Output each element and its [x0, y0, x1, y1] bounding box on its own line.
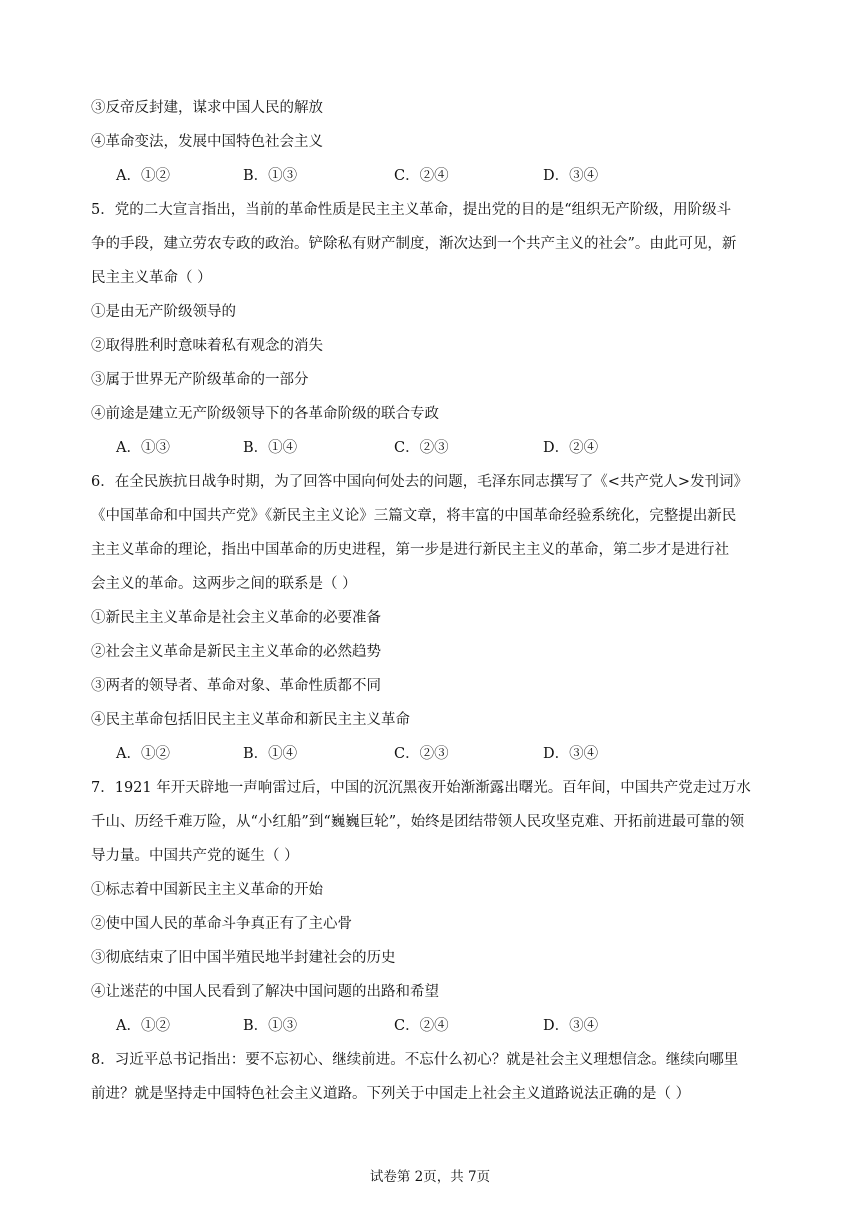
- option-c[interactable]: C．②④: [394, 1018, 449, 1034]
- q5-stem-line: 5．党的二大宣言指出，当前的革命性质是民主主义革命，提出党的目的是“组织无产阶级，用阶级斗: [91, 202, 732, 218]
- q8-stem-line: 8．习近平总书记指出：要不忘初心、继续前进。不忘什么初心？就是社会主义理想信念。继续向哪里: [91, 1052, 739, 1068]
- option-b[interactable]: B．①④: [243, 440, 298, 456]
- q5-statement-2: ②取得胜利时意味着私有观念的消失: [91, 338, 323, 354]
- option-c[interactable]: C．②③: [394, 746, 449, 762]
- q7-statement-2: ②使中国人民的革命斗争真正有了主心骨: [91, 916, 352, 932]
- option-a[interactable]: A．①②: [116, 168, 170, 184]
- q7-statement-4: ④让迷茫的中国人民看到了解决中国问题的出路和希望: [91, 984, 439, 1000]
- option-d[interactable]: D．③④: [543, 1018, 599, 1034]
- q6-statement-1: ①新民主主义革命是社会主义革命的必要准备: [91, 610, 381, 626]
- q7-statement-1: ①标志着中国新民主主义革命的开始: [91, 882, 323, 898]
- q6-statement-4: ④民主革命包括旧民主主义革命和新民主主义革命: [91, 712, 410, 728]
- option-d[interactable]: D．②④: [543, 440, 599, 456]
- option-d[interactable]: D．③④: [543, 746, 599, 762]
- q5-stem-line: 争的手段，建立劳农专政的政治。铲除私有财产制度，渐次达到一个共产主义的社会”。由此可见，新: [91, 236, 737, 252]
- q7-statement-3: ③彻底结束了旧中国半殖民地半封建社会的历史: [91, 950, 396, 966]
- option-b[interactable]: B．①③: [243, 168, 298, 184]
- q7-stem-line: 导力量。中国共产党的诞生（ ）: [91, 848, 299, 864]
- q5-statement-3: ③属于世界无产阶级革命的一部分: [91, 372, 309, 388]
- q5-statement-4: ④前途是建立无产阶级领导下的各革命阶级的联合专政: [91, 406, 439, 422]
- page-footer: 试卷第 2页，共 7页: [369, 1169, 491, 1185]
- q5-stem-line: 民主主义革命（ ）: [91, 270, 212, 286]
- q4-statement-3: ③反帝反封建，谋求中国人民的解放: [91, 100, 323, 116]
- q6-statement-2: ②社会主义革命是新民主主义革命的必然趋势: [91, 644, 381, 660]
- q8-stem-line: 前进？就是坚持走中国特色社会主义道路。下列关于中国走上社会主义道路说法正确的是（ ）: [91, 1086, 691, 1102]
- q4-statement-4: ④革命变法，发展中国特色社会主义: [91, 134, 323, 150]
- q6-stem-line: 6．在全民族抗日战争时期，为了回答中国向何处去的问题，毛泽东同志撰写了《<共产党人>发刊词》: [91, 474, 749, 490]
- q6-stem-line: 会主义的革命。这两步之间的联系是（ ）: [91, 576, 357, 592]
- option-c[interactable]: C．②③: [394, 440, 449, 456]
- q6-statement-3: ③两者的领导者、革命对象、革命性质都不同: [91, 678, 381, 694]
- option-b[interactable]: B．①③: [243, 1018, 298, 1034]
- option-a[interactable]: A．①②: [116, 746, 170, 762]
- q7-stem-line: 千山、历经千难万险，从“小红船”到“巍巍巨轮”，始终是团结带领人民攻坚克难、开拓前进最可靠的领: [91, 814, 745, 830]
- q6-stem-line: 主主义革命的理论，指出中国革命的历史进程，第一步是进行新民主主义的革命，第二步才是进行社: [91, 542, 729, 558]
- option-a[interactable]: A．①③: [116, 440, 170, 456]
- option-b[interactable]: B．①④: [243, 746, 298, 762]
- option-d[interactable]: D．③④: [543, 168, 599, 184]
- q7-stem-line: 7．1921 年开天辟地一声响雷过后，中国的沉沉黑夜开始渐渐露出曙光。百年间，中国共产党走过万水: [91, 780, 751, 796]
- q5-statement-1: ①是由无产阶级领导的: [91, 304, 236, 320]
- option-a[interactable]: A．①②: [116, 1018, 170, 1034]
- option-c[interactable]: C．②④: [394, 168, 449, 184]
- q6-stem-line: 《中国革命和中国共产党》《新民主主义论》三篇文章，将丰富的中国革命经验系统化，完整提出新民: [91, 508, 737, 524]
